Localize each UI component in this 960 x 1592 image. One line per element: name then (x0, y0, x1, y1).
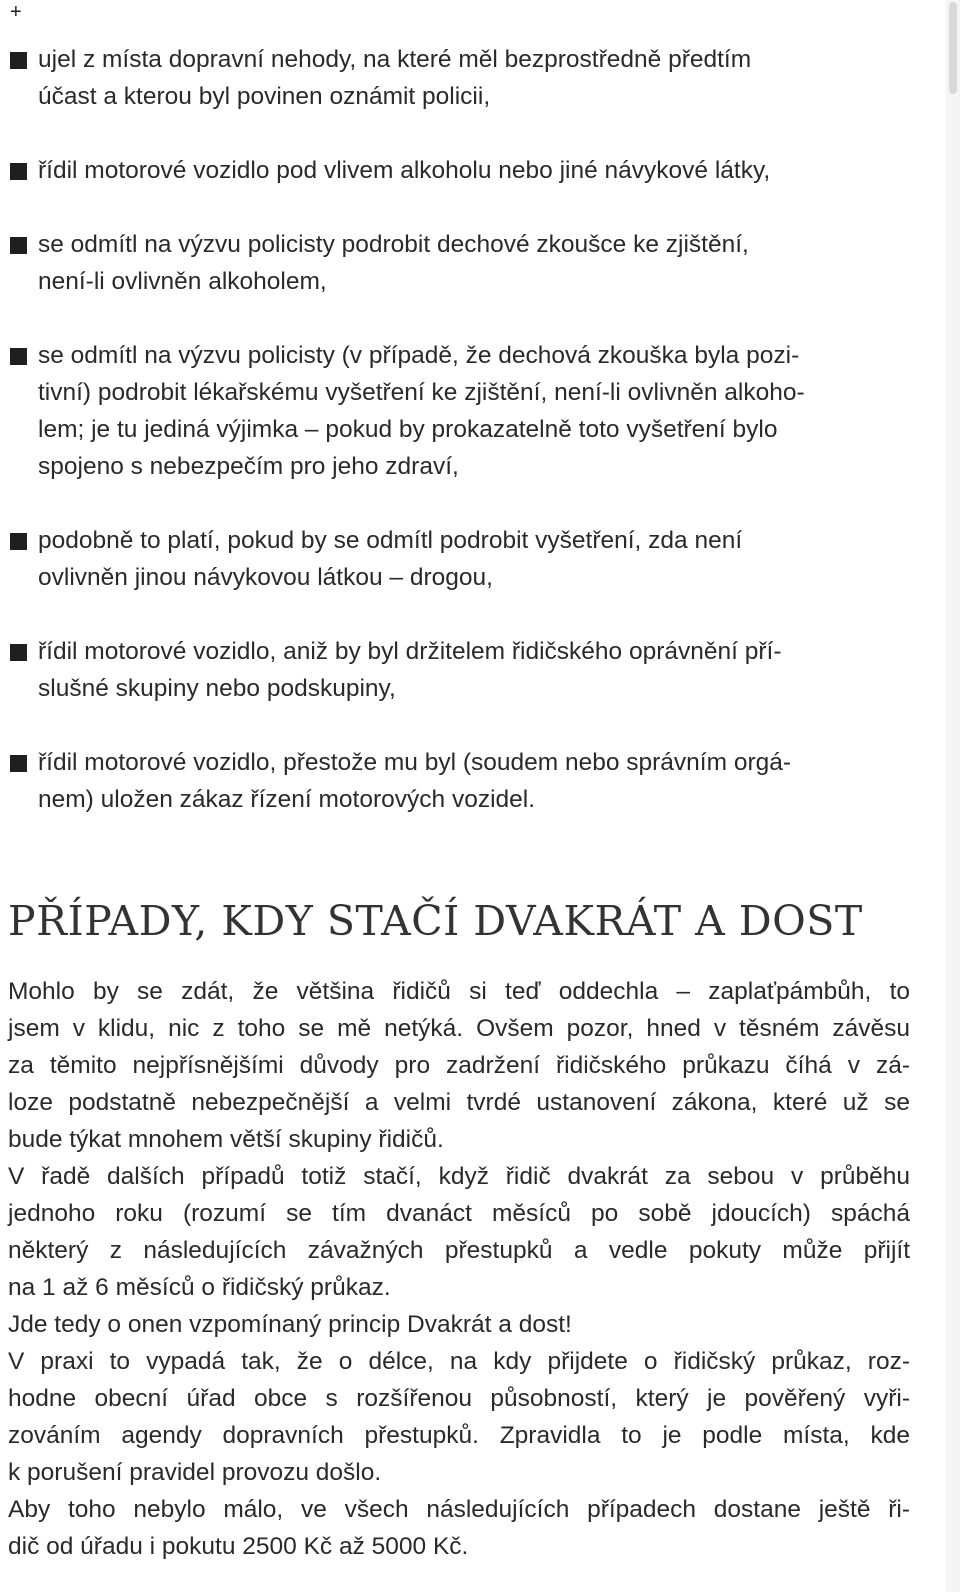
square-bullet-icon (10, 755, 27, 772)
paragraph (8, 973, 910, 1158)
paragraph-line: Aby toho nebylo málo, ve všech následujících případech dostane ještě ři- (8, 1496, 910, 1523)
paragraph-line: dič od úřadu i pokutu 2500 Kč až 5000 Kč. (8, 1533, 469, 1560)
paragraph-line: bude týkat mnohem větší skupiny řidičů. (8, 1126, 444, 1153)
bullet-line: podobně to platí, pokud by se odmítl podrobit vyšetření, zda není (38, 527, 743, 554)
paragraph (8, 1158, 910, 1306)
bullet-item (10, 522, 900, 596)
paragraph-line: Mohlo by se zdát, že většina řidičů si teď oddechla – zaplaťpámbůh, to (8, 978, 910, 1005)
section-heading: PŘÍPADY, KDY STAČÍ DVAKRÁT A DOST (8, 897, 863, 945)
paragraph-line: zováním agendy dopravních přestupků. Zpravidla to je podle místa, kde (8, 1422, 910, 1449)
bullet-line: řídil motorové vozidlo, aniž by byl držitelem řidičského oprávnění pří- (38, 638, 782, 665)
paragraph-line: za těmito nejpřísnějšími důvody pro zadržení řidičského průkazu číhá v zá- (8, 1052, 910, 1079)
scrollbar-thumb[interactable] (949, 2, 957, 94)
bullet-item (10, 152, 900, 189)
paragraph (8, 1491, 910, 1565)
offense-bullet-list (10, 41, 900, 818)
square-bullet-icon (10, 163, 27, 180)
square-bullet-icon (10, 237, 27, 254)
paragraph (8, 1306, 910, 1343)
paragraph-line: V řadě dalších případů totiž stačí, když řidič dvakrát za sebou v průběhu (8, 1163, 910, 1190)
bullet-line: řídil motorové vozidlo pod vlivem alkoholu nebo jiné návykové látky, (38, 157, 771, 184)
paragraph-line: V praxi to vypadá tak, že o délce, na kdy přijdete o řidičský průkaz, roz- (8, 1348, 910, 1375)
paragraph-line: hodne obecní úřad obce s rozšířenou působností, který je pověřený vyři- (8, 1385, 910, 1412)
body-text (8, 973, 910, 1565)
bullet-item (10, 744, 900, 818)
corner-mark: + (10, 1, 22, 23)
bullet-line: lem; je tu jediná výjimka – pokud by prokazatelně toto vyšetření bylo (38, 416, 778, 443)
bullet-item (10, 337, 900, 485)
square-bullet-icon (10, 533, 27, 550)
paragraph-line: loze podstatně nebezpečnější a velmi tvrdé ustanovení zákona, které už se (8, 1089, 910, 1116)
paragraph-line: jsem v klidu, nic z toho se mě netýká. Ovšem pozor, hned v těsném závěsu (8, 1015, 910, 1042)
bullet-line: se odmítl na výzvu policisty (v případě, že dechová zkouška byla pozi- (38, 342, 800, 369)
square-bullet-icon (10, 644, 27, 661)
paragraph-line: k porušení pravidel provozu došlo. (8, 1459, 382, 1486)
bullet-line: slušné skupiny nebo podskupiny, (38, 675, 396, 702)
bullet-line: ovlivněn jinou návykovou látkou – drogou, (38, 564, 493, 591)
paragraph-line: na 1 až 6 měsíců o řidičský průkaz. (8, 1274, 391, 1301)
square-bullet-icon (10, 348, 27, 365)
paragraph-line: některý z následujících závažných přestupků a vedle pokuty může přijít (8, 1237, 910, 1264)
bullet-line: nem) uložen zákaz řízení motorových vozidel. (38, 786, 536, 813)
bullet-line: účast a kterou byl povinen oznámit policii, (38, 83, 491, 110)
bullet-item (10, 226, 900, 300)
bullet-line: není-li ovlivněn alkoholem, (38, 268, 327, 295)
bullet-line: spojeno s nebezpečím pro jeho zdraví, (38, 453, 459, 480)
bullet-line: se odmítl na výzvu policisty podrobit dechové zkoušce ke zjištění, (38, 231, 749, 258)
bullet-line: tivní) podrobit lékařskému vyšetření ke zjištění, není-li ovlivněn alkoho- (38, 379, 805, 406)
paragraph-line: jednoho roku (rozumí se tím dvanáct měsíců po sobě jdoucích) spáchá (8, 1200, 910, 1227)
vertical-scrollbar[interactable] (946, 0, 960, 1592)
paragraph-line: Jde tedy o onen vzpomínaný princip Dvakrát a dost! (8, 1311, 572, 1338)
bullet-item (10, 633, 900, 707)
square-bullet-icon (10, 52, 27, 69)
paragraph (8, 1343, 910, 1491)
bullet-line: řídil motorové vozidlo, přestože mu byl (soudem nebo správním orgá- (38, 749, 792, 776)
bullet-item (10, 41, 900, 115)
bullet-line: ujel z místa dopravní nehody, na které měl bezprostředně předtím (38, 46, 752, 73)
